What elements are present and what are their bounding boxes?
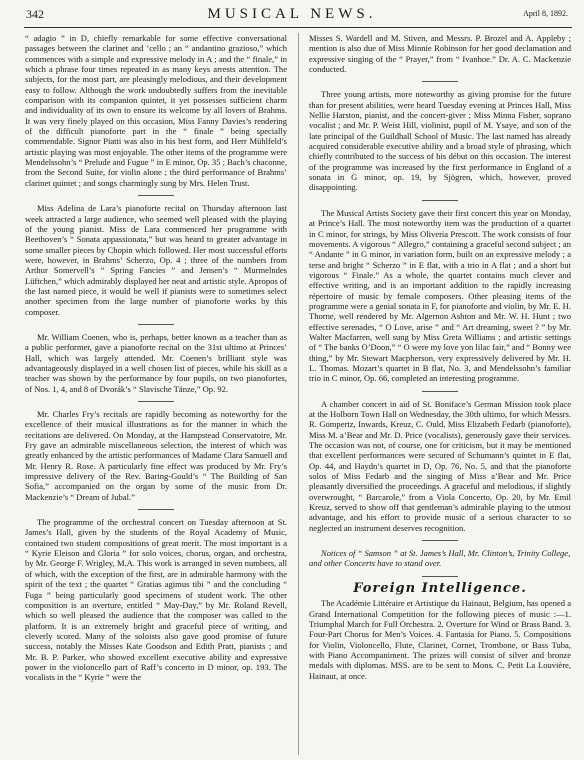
journal-title: MUSICAL NEWS. — [207, 6, 377, 22]
page-number: 342 — [26, 7, 44, 21]
paragraph: The Académie Littéraire et Artistique du Hainaut, Belgium, has opened a Grand International Competition for the following pieces of music :—1. Triumphal March for Full Orchestra. 2. Overture for Wind or Brass Band. 3. Four-Part Chorus for Men’s Voices. 4. Fantasia for Piano. 5. Compositions for Violin, Violoncello, Flute, Clarinet, Cornet, Trombone, or Bass Tuba, with Piano Accompaniment. The prizes will consist of silver and bronze medals with diplomas. MSS. are to be sent to Mons. C. Petit La Louvière, Hainaut, at once. — [309, 598, 571, 681]
separator — [138, 195, 174, 196]
paragraph: Mr. William Coenen, who is, perhaps, better known as a teacher than as a public performer, gave a pianoforte recital on the 31st ultimo at Princes’ Hall, which was largely attended. Mr. Coenen’s brilliant style was advantageously displayed in a well chosen list of pieces, while his skill as a teacher was shown by the performance by four pupils, on two pianofortes, of Nos. 1, 4, and 8 of Dvorák’s “ Slavische Tänze,” Op. 92. — [25, 331, 287, 394]
paragraph: The Musical Artists Society gave their first concert this year on Monday, at Prince’s Hall. The most noteworthy item was the production of a quartet in C minor, for strings, by Miss Oliveria Prescott. The work consists of four movements. A vigorous “ Allegro,” containing a graceful second subject ; an “ Andante ” in G minor, in variation form, built on an expressive melody ; a terse and bright “ Scherzo ” in E flat, with a trio in A flat ; and a short but vigorous “ Finale.” As a whole, the quartet contains much clever and effective writing, and is an important addition to the rapidly increasing répertoire of music by female composers. Other pleasing items of the programme were a genial sonata in F, for pianoforte and violin, by Mr. E. H. Thorne, well rendered by Mr. Algernon Ashton and Mr. W. H. Hunt ; two effective serenades, “ O Love, arise ” and “ Art dreaming, sweet ? ” by Mr. Walter Macfarren, well sung by Miss Greta Williams ; and artistic settings of “ The banks O’Doon,” “ O were my love yon lilac fair,” and “ Bonny wee thing,” by Mr. Stewart Macpherson, very expressively delivered by Mr. H. L. Thomas. Mozart’s quartet in B flat, No. 3, and Mendelssohn’s familiar trio in C minor, Op. 66, completed an interesting programme. — [309, 207, 571, 384]
separator — [422, 200, 458, 201]
issue-date: April 8, 1892. — [523, 9, 568, 18]
separator — [422, 81, 458, 82]
right-column — [309, 33, 571, 681]
paragraph: Misses S. Wardell and M. Stiven, and Messrs. P. Brozel and A. Appleby ; mention is also due of Miss Minnie Robinson for her good declamation and expressive singing of the “ Prayer,” from “ Ivanhoe.” Dr. A. C. Mackenzie conducted. — [309, 33, 571, 75]
section-heading: Foreign Intelligence. — [353, 580, 527, 596]
separator — [422, 576, 458, 577]
separator — [138, 401, 174, 402]
paragraph: Miss Adelina de Lara’s pianoforte recital on Thursday afternoon last week attracted a large audience, who seemed well pleased with the playing of the young pianist. Miss de Lara commenced her programme with Beethoven’s “ Sonata appassionata,” but was heard to greater advantage in some smaller pieces by Chopin which followed. Her most successful efforts were, however, in Brahms’ Scherzo, Op. 4 ; three of the numbers from Arthur Somervell’s “ Spring Fancies ” and Jensen’s “ Murmelndes Lüftchen,” which admirably displayed her neat and artistic style. Apropos of the last named piece, it would be well if pianists were to sometimes select another specimen from the large number of pianoforte works by this composer. — [25, 203, 287, 317]
paragraph: Three young artists, more noteworthy as giving promise for the future than for present abilities, were heard Tuesday evening at Princes Hall, Miss Nellie Harston, pianist, and the concert-giver ; Miss Minna Fisher, soprano vocalist ; and Mr. P. Weist Hill, violinist, pupil of M. Ysaye, and son of the late principal of the Guildhall School of Music. The last named has already acquired considerable executive ability and a broad style of phrasing, which chiefly contributed to the success of his début on this occasion. The interest of the programme was increased by the first performance in England of a sonata in G minor, op. 19, by Sjögren, which, however, proved disappointing. — [309, 89, 571, 193]
column-divider — [298, 33, 299, 755]
paragraph: Mr. Charles Fry’s recitals are rapidly becoming as noteworthy for the excellence of their musical illustrations as for the manner in which the recitations are delivered. On Monday, at the Hampstead Conservatoire, Mr. Fry gave an admirable miscellaneous selection, the interest of which was greatly enhanced by the artistic performances of Madame Clara Samuell and Mr. Henry R. Rose. A particularly fine effect was produced by Mr. Fry’s impressive delivery of the Rev. Baring-Gould’s “ The Building of San Sofia,” accompanied on the organ by some of the music from Dr. Mackenzie’s “ Dream of Jubal.” — [25, 409, 287, 502]
separator — [422, 540, 458, 541]
left-column — [25, 33, 287, 683]
paragraph: A chamber concert in aid of St. Boniface’s German Mission took place at the Holborn Town Hall on Wednesday, the 30th ultimo, for which Messrs. R. Gompertz, Inwards, Kreuz, C. Ould, Miss Elizabeth Fedarb (pianoforte), Miss M. a’Bear and Mr. D. Price (vocalists), generously gave their services. The occasion was not, of course, one for criticism, but it may be mentioned that excellent performances were secured of Schumann’s quintet in E flat, Op. 44, and Haydn’s quartet in D, Op. 76, No. 5, and that the pianoforte solos of Miss Fedarb and the singing of Miss a’Bear and Mr. Price pleasantly diversified the proceedings. A graceful and melodious, if slightly overwrought, “ Barcarole,” from a Viola Concerto, Op. 20, by Mr. Emil Kreuz, served to show off that gentleman’s admirable playing to the utmost advantage, and his effort to provide music of a serious character to so neglected an instrument deserves recognition. — [309, 398, 571, 533]
paragraph: The programme of the orchestral concert on Tuesday afternoon at St. James’s Hall, given by the students of the Royal Academy of Music, contained two student compositions of great merit. The most important is a “ Kyrie Eleison and Gloria ” for solo voices, chorus, organ, and orchestra, by Mr. George F. Wrigley, M.A. This work is arranged in seven numbers, all of which, with the exception of the first, are in admirable harmony with the spirit of the text ; the quartet “ Gratias agimus tibi ” and the concluding “ Fuga ” being particularly good specimens of student work. The other composition is an overture, entitled “ May-Day,” by Mr. Roland Revell, which so well pleased the audience that the composer was called to the platform. It is an extremely bright and graceful piece of writing, and cleverly scored. Many of the soloists also gave good promise of future success, notably the Misses Kate Goodson and Edith Pratt, pianists ; and Mr. B. P. Parker, who showed excellent executive ability and expressive power in the violoncello part of Raff’s concerto in D minor, op. 193. The vocalists in the “ Kyrie ” were the — [25, 517, 287, 683]
paragraph: “ adagio ” in D, chiefly remarkable for some effective conversational passages between the clarinet and ’cello ; an “ andantino grazioso,” which commences with a simple and expressive melody in A ; and the “ finale,” in which a phrase four times repeated in as many keys arrests attention. The subjects, for the most part, are pleasingly melodious, and their development easy to follow. Although the work undoubtedly suffers from the inevitable comparison with its companion quintet, it yet possesses sufficient charm and individuality of its own to ensure its welcome by all lovers of Brahms. It was very finely played on this occasion, Miss Fanny Davies’s rendering of the difficult pianoforte part in the “ finale ” being specially commendable. Signor Piatti was also in his best form, and Herr Mühlfeld’s artistic playing was most enjoyable. The other items of the programme were Mendelssohn’s “ Prelude and Fugue ” in E minor, Op. 35 ; Bach’s chaconne, from the Second Suite, for violin alone ; the third performance of Brahms’ clarinet quintet ; and songs charmingly sung by Mrs. Helen Trust. — [25, 33, 287, 188]
page-header — [0, 0, 584, 30]
separator — [138, 509, 174, 510]
notice: Notices of “ Samson ” at St. James’s Hall, Mr. Clinton’s, Trinity College, and other Concerts have to stand over. — [309, 548, 571, 569]
header-rule — [24, 27, 572, 28]
separator — [422, 391, 458, 392]
separator — [138, 324, 174, 325]
